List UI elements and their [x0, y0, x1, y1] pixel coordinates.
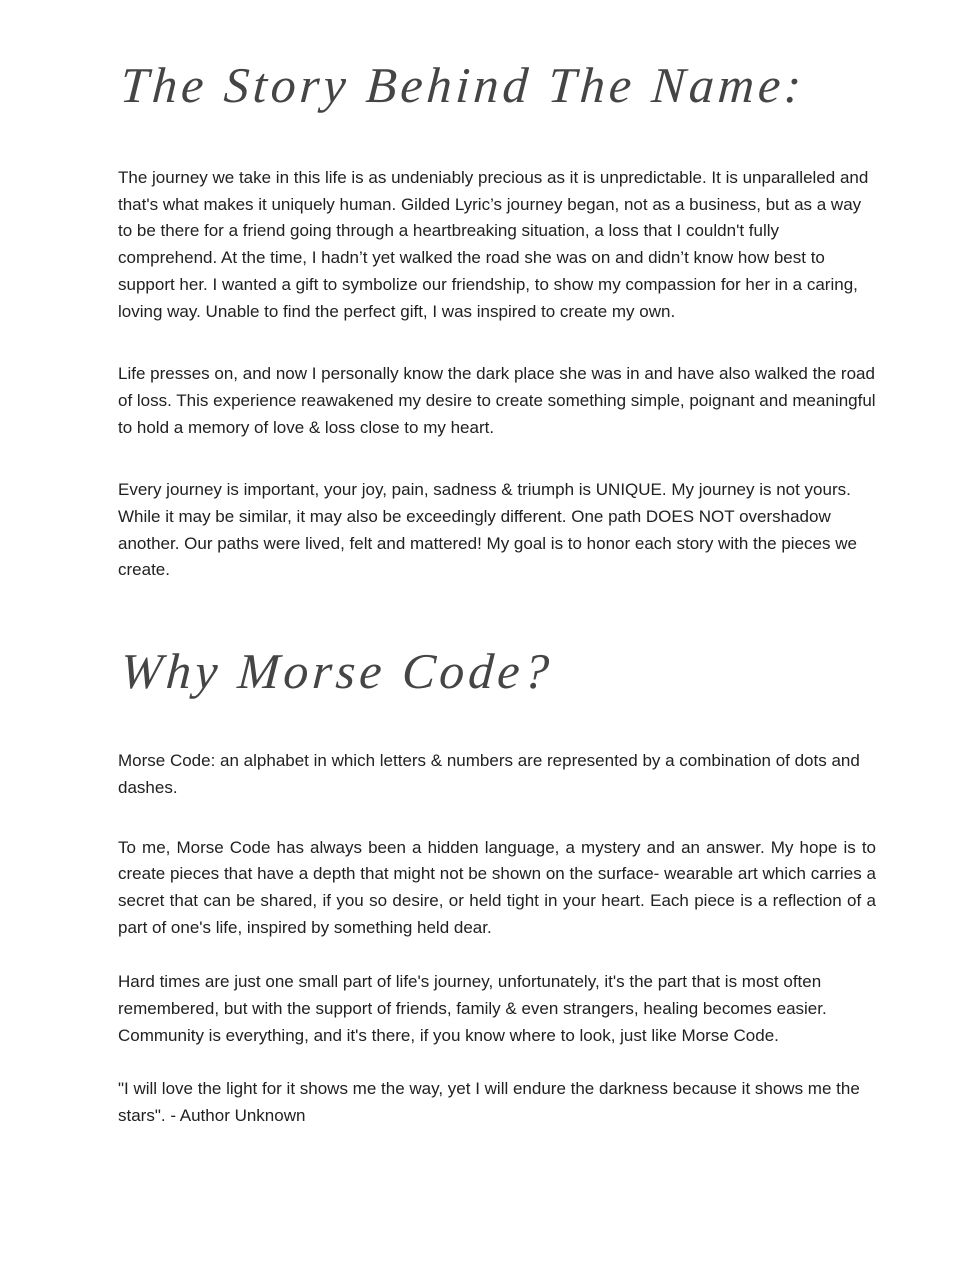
paragraph-hidden-language: To me, Morse Code has always been a hidden language, a mystery and an answer. My hope is to create pieces that have a depth that might not be shown on the surface- wearable art which carries a secret that can be shared, if you so desire, or held tight in your heart. Each piece is a reflection of a part of one's life, inspired by something held dear.: [118, 837, 876, 937]
section-heading-why-morse-code: Why Morse Code?: [118, 643, 555, 700]
paragraph-journey-precious: The journey we take in this life is as undeniably precious as it is unpredictable. It is unparalleled and that's what makes it uniquely human. Gilded Lyric’s journey began, not as a business, but as a way to be there for a friend going through a heartbreaking situation, a loss that I couldn't fully comprehend. At the time, I hadn’t yet walked the road she was on and didn’t know how best to support her. I wanted a gift to symbolize our friendship, to show my compassion for her in a caring, loving way. Unable to find the perfect gift, I was inspired to create my own.: [118, 168, 869, 321]
paragraph-author-unknown-quote: "I will love the light for it shows me the way, yet I will endure the darkness because it shows me the stars". - Author Unknown: [118, 1079, 860, 1126]
paragraph-life-presses-on: Life presses on, and now I personally know the dark place she was in and have also walked the road of loss. This experience reawakened my desire to create something simple, poignant and meaningful to hold a memory of love & loss close to my heart.: [118, 364, 876, 437]
section-heading-story-behind-the-name: The Story Behind The Name:: [118, 57, 808, 113]
paragraph-hard-times: Hard times are just one small part of life's journey, unfortunately, it's the part that is most often remembered, but with the support of friends, family & even strangers, healing becomes easier. Community is everything, and it's there, if you know where to look, just like Morse Code.: [118, 972, 827, 1045]
paragraph-every-journey: Every journey is important, your joy, pain, sadness & triumph is UNIQUE. My journey is not yours. While it may be similar, it may also be exceedingly different. One path DOES NOT overshadow another. Our paths were lived, felt and mattered! My goal is to honor each story with the pieces we create.: [118, 480, 857, 580]
paragraph-morse-code-definition: Morse Code: an alphabet in which letters & numbers are represented by a combination of dots and dashes.: [118, 751, 860, 797]
